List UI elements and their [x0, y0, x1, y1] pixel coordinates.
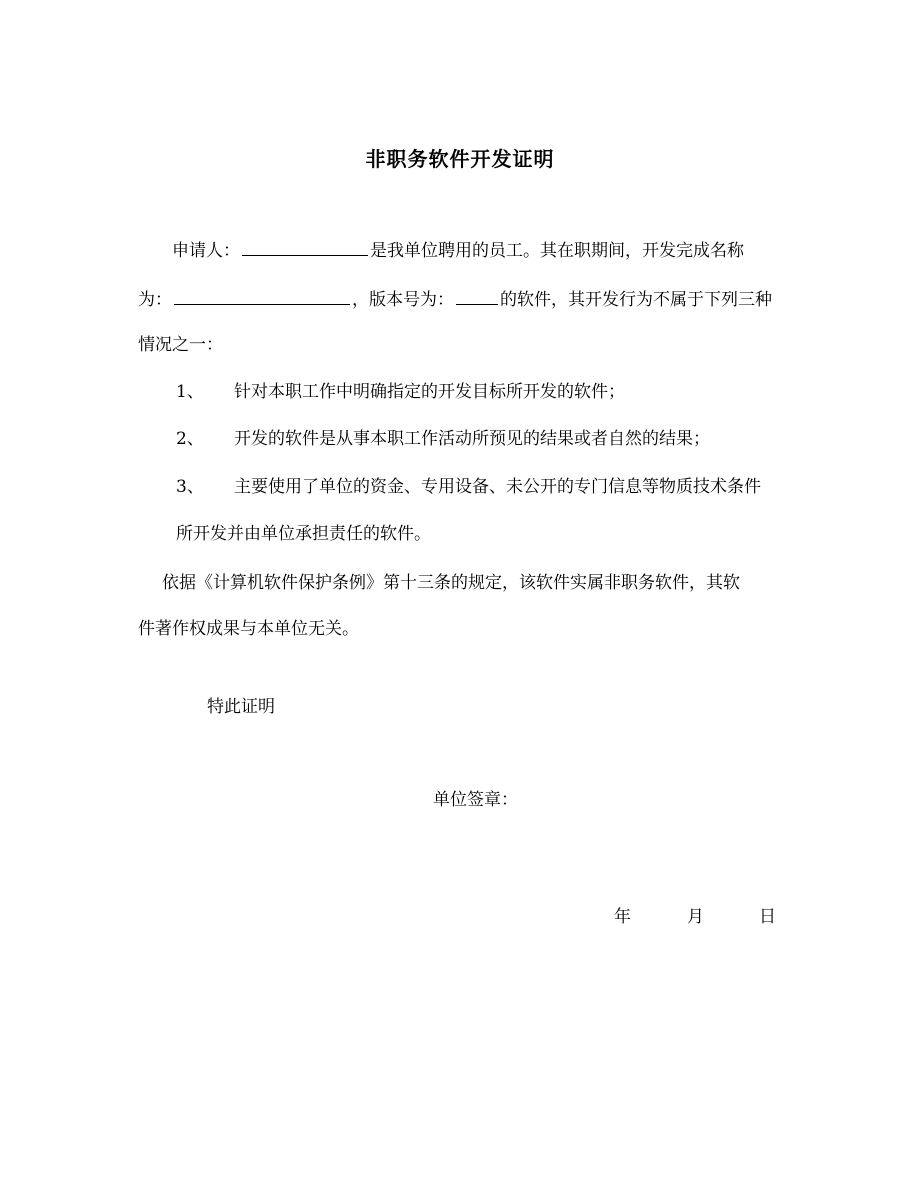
date-month: 月 — [687, 907, 704, 927]
version-blank[interactable] — [456, 287, 498, 305]
list-item — [176, 428, 710, 450]
item-text: 主要使用了单位的资金、专用设备、未公开的专门信息等物质技术条件 — [234, 477, 761, 497]
certify-text: 特此证明 — [207, 697, 275, 717]
document-title: 非职务软件开发证明 — [365, 147, 555, 171]
version-label: ，版本号为： — [352, 290, 454, 310]
item-text: 开发的软件是从事本职工作活动所预见的结果或者自然的结果； — [234, 429, 710, 449]
item-text: 针对本职工作中明确指定的开发目标所开发的软件； — [234, 382, 625, 402]
date-year: 年 — [614, 907, 631, 927]
seal-label: 单位签章： — [433, 790, 518, 810]
para2-line2: 件著作权成果与本单位无关。 — [138, 619, 359, 639]
item-number: 3、 — [176, 477, 204, 497]
item3-continuation: 所开发并由单位承担责任的软件。 — [176, 524, 431, 544]
item-number: 1、 — [176, 382, 204, 402]
item-number: 2、 — [176, 429, 204, 449]
date-day: 日 — [759, 907, 776, 927]
para1-line3: 情况之一： — [138, 335, 223, 355]
applicant-name-blank[interactable] — [242, 238, 368, 256]
software-name-label: 为： — [138, 290, 172, 310]
para1-line2-text: 的软件，其开发行为不属于下列三种 — [500, 290, 772, 310]
applicant-label: 申请人： — [172, 241, 240, 261]
list-item — [176, 476, 761, 498]
para1-line2 — [138, 287, 772, 311]
para1-line1-text: 是我单位聘用的员工。其在职期间，开发完成名称 — [370, 241, 744, 261]
software-name-blank[interactable] — [174, 287, 350, 305]
para1-line1 — [172, 238, 744, 262]
para2-line1: 依据《计算机软件保护条例》第十三条的规定，该软件实属非职务软件，其软 — [162, 573, 740, 593]
list-item — [176, 381, 625, 403]
